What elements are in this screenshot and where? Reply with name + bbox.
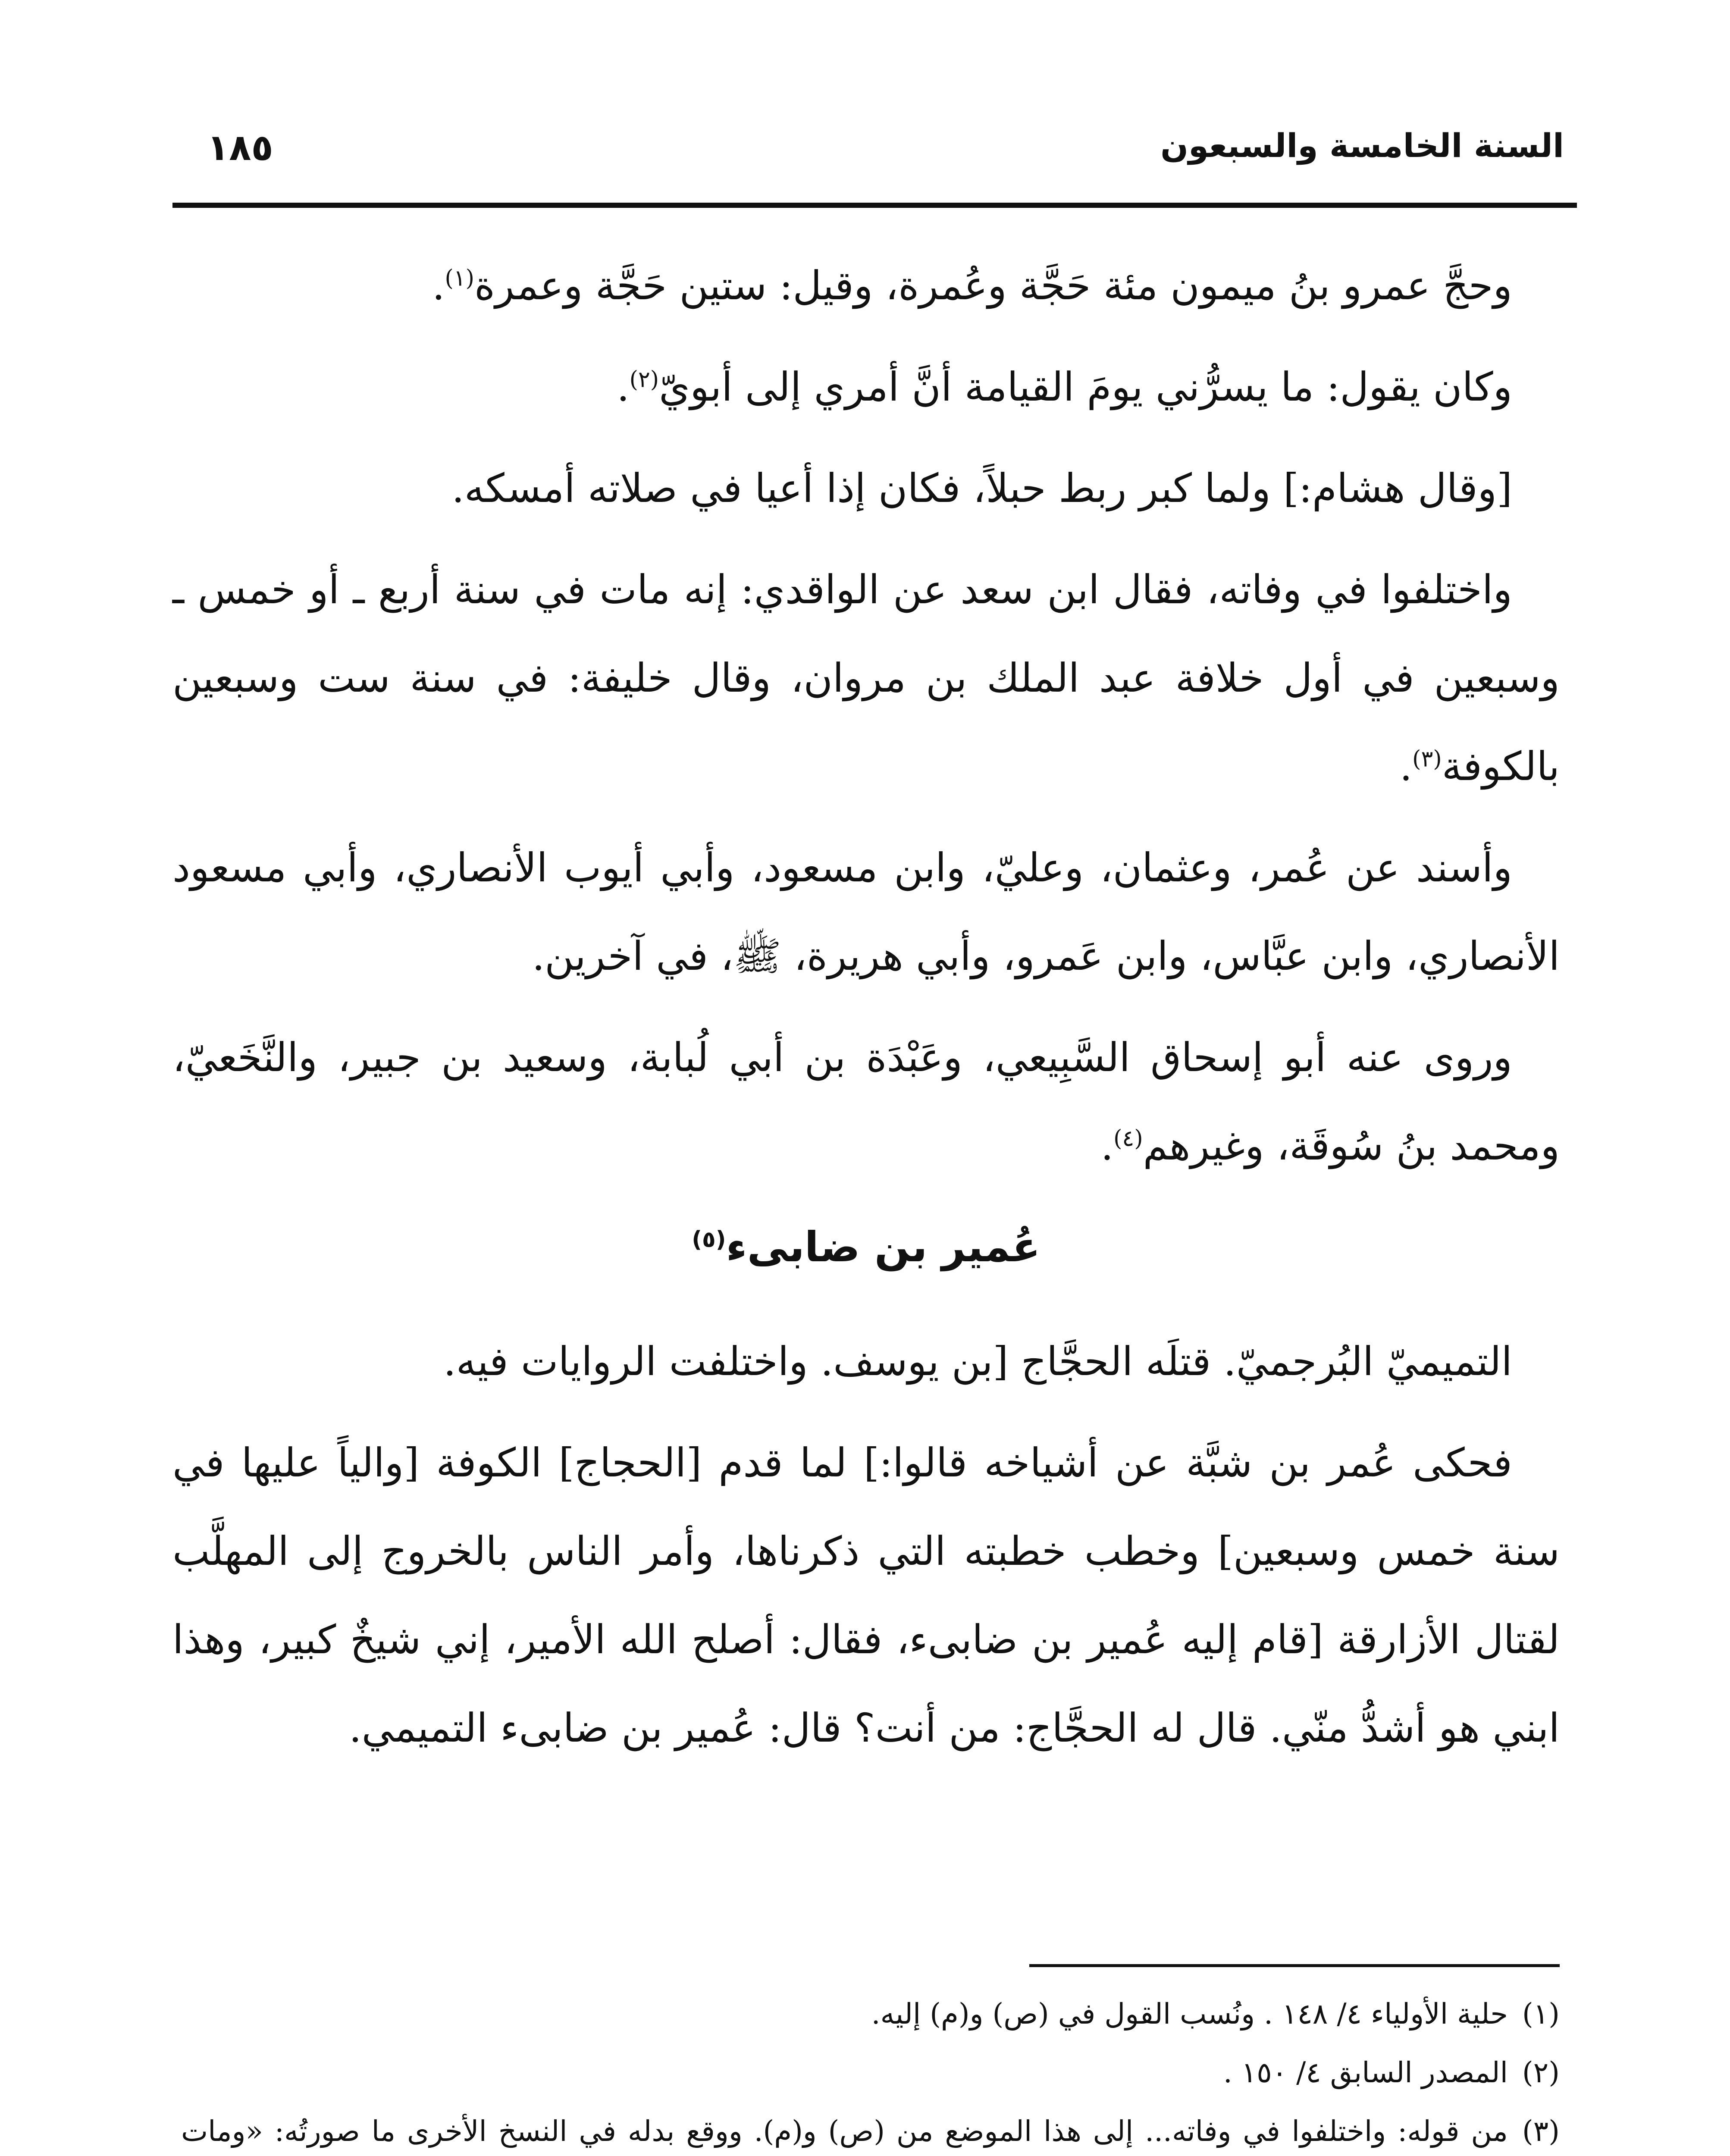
paragraph-period: . (617, 364, 630, 410)
footnote-separator (1029, 1964, 1560, 1967)
section-heading (172, 1203, 1560, 1291)
footnote-marker: (١) (445, 265, 474, 291)
paragraph-period: . (432, 263, 445, 309)
section-heading-text: عُمير بن ضابىء (726, 1223, 1041, 1271)
paragraph (172, 1419, 1560, 1772)
footnote (181, 2046, 1560, 2099)
paragraph (172, 343, 1560, 431)
paragraph-text: وأسند عن عُمر، وعثمان، وعليّ، وابن مسعود، وأبي أيوب الأنصاري، وأبي مسعود الأنصاري، وابن عبَّاس، وابن عَمرو، وأبي هريرة، ﷺ، في آخرين. (172, 845, 1560, 979)
footnote-text: حلية الأولياء ٤/ ١٤٨ . ونُسب القول في (ص) و(م) إليه. (871, 1997, 1508, 2031)
paragraph-text: وحجَّ عمرو بنُ ميمون مئة حَجَّة وعُمرة، وقيل: ستين حَجَّة وعمرة (474, 263, 1512, 309)
paragraph-text: واختلفوا في وفاته، فقال ابن سعد عن الواقدي: إنه مات في سنة أربع ـ أو خمس ـ وسبعين في أول خلافة عبد الملك بن مروان، وقال خليفة: في سنة ست وسبعين بالكوفة (172, 567, 1560, 790)
paragraph (172, 444, 1560, 533)
paragraph (172, 1317, 1560, 1406)
footnote-text: من قوله: واختلفوا في وفاته... إلى هذا الموضع من (ص) و(م). ووقع بدله في النسخ الأخرى ما صورتُه: «ومات (181, 2115, 1508, 2148)
paragraph-text: وكان يقول: ما يسرُّني يومَ القيامة أنَّ أمري إلى أبويّ (659, 364, 1512, 410)
footnotes (181, 1988, 1560, 2156)
main-text (172, 241, 1560, 1785)
paragraph (172, 824, 1560, 1000)
footnote-text: المصدر السابق ٤/ ١٥٠ . (1223, 2056, 1508, 2089)
footnote-number: (٢) (1522, 2056, 1560, 2089)
paragraph-text: التميميّ البُرجميّ. قتلَه الحجَّاج [بن يوسف. واختلفت الروايات فيه. (443, 1338, 1512, 1385)
paragraph-text: فحكى عُمر بن شبَّة عن أشياخه قالوا:] لما قدم [الحجاج] الكوفة [والياً عليها في سنة خمس وسبعين] وخطب خطبته التي ذكرناها، وأمر الناس بالخروج إلى المهلَّب لقتال الأزارقة [قام إليه عُمير بن ضابىء، فقال: أصلح الله الأمير، إني شيخٌ كبير، وهذا ابني هو أشدُّ منّي. قال له الحجَّاج: من أنت؟ قال: عُمير بن ضابىء التميمي. (172, 1440, 1560, 1751)
footnote-number: (٣) (1522, 2115, 1560, 2148)
footnote-marker: (٥) (692, 1227, 726, 1253)
paragraph (172, 545, 1560, 811)
paragraph (172, 241, 1560, 330)
paragraph (172, 1013, 1560, 1190)
footnote-marker: (٢) (629, 367, 659, 393)
paragraph-text: [وقال هشام:] ولما كبر ربط حبلاً، فكان إذا أعيا في صلاته أمسكه. (451, 465, 1512, 511)
paragraph-text: وروى عنه أبو إسحاق السَّبِيعي، وعَبْدَة بن أبي لُبابة، وسعيد بن جبير، والنَّخَعيّ، ومحمد بنُ سُوقَة، وغيرهم (172, 1034, 1560, 1169)
footnote-marker: (٣) (1412, 746, 1442, 772)
footnote-number: (١) (1522, 1997, 1560, 2031)
paragraph-period: . (1100, 1123, 1114, 1169)
header-rule (172, 203, 1577, 208)
page-number: ١٨٥ (207, 126, 273, 169)
footnote (181, 2105, 1560, 2156)
running-title: السنة الخامسة والسبعون (1160, 126, 1564, 165)
paragraph-period: . (1399, 743, 1413, 790)
footnote-marker: (٤) (1113, 1125, 1143, 1152)
footnote (181, 1988, 1560, 2040)
